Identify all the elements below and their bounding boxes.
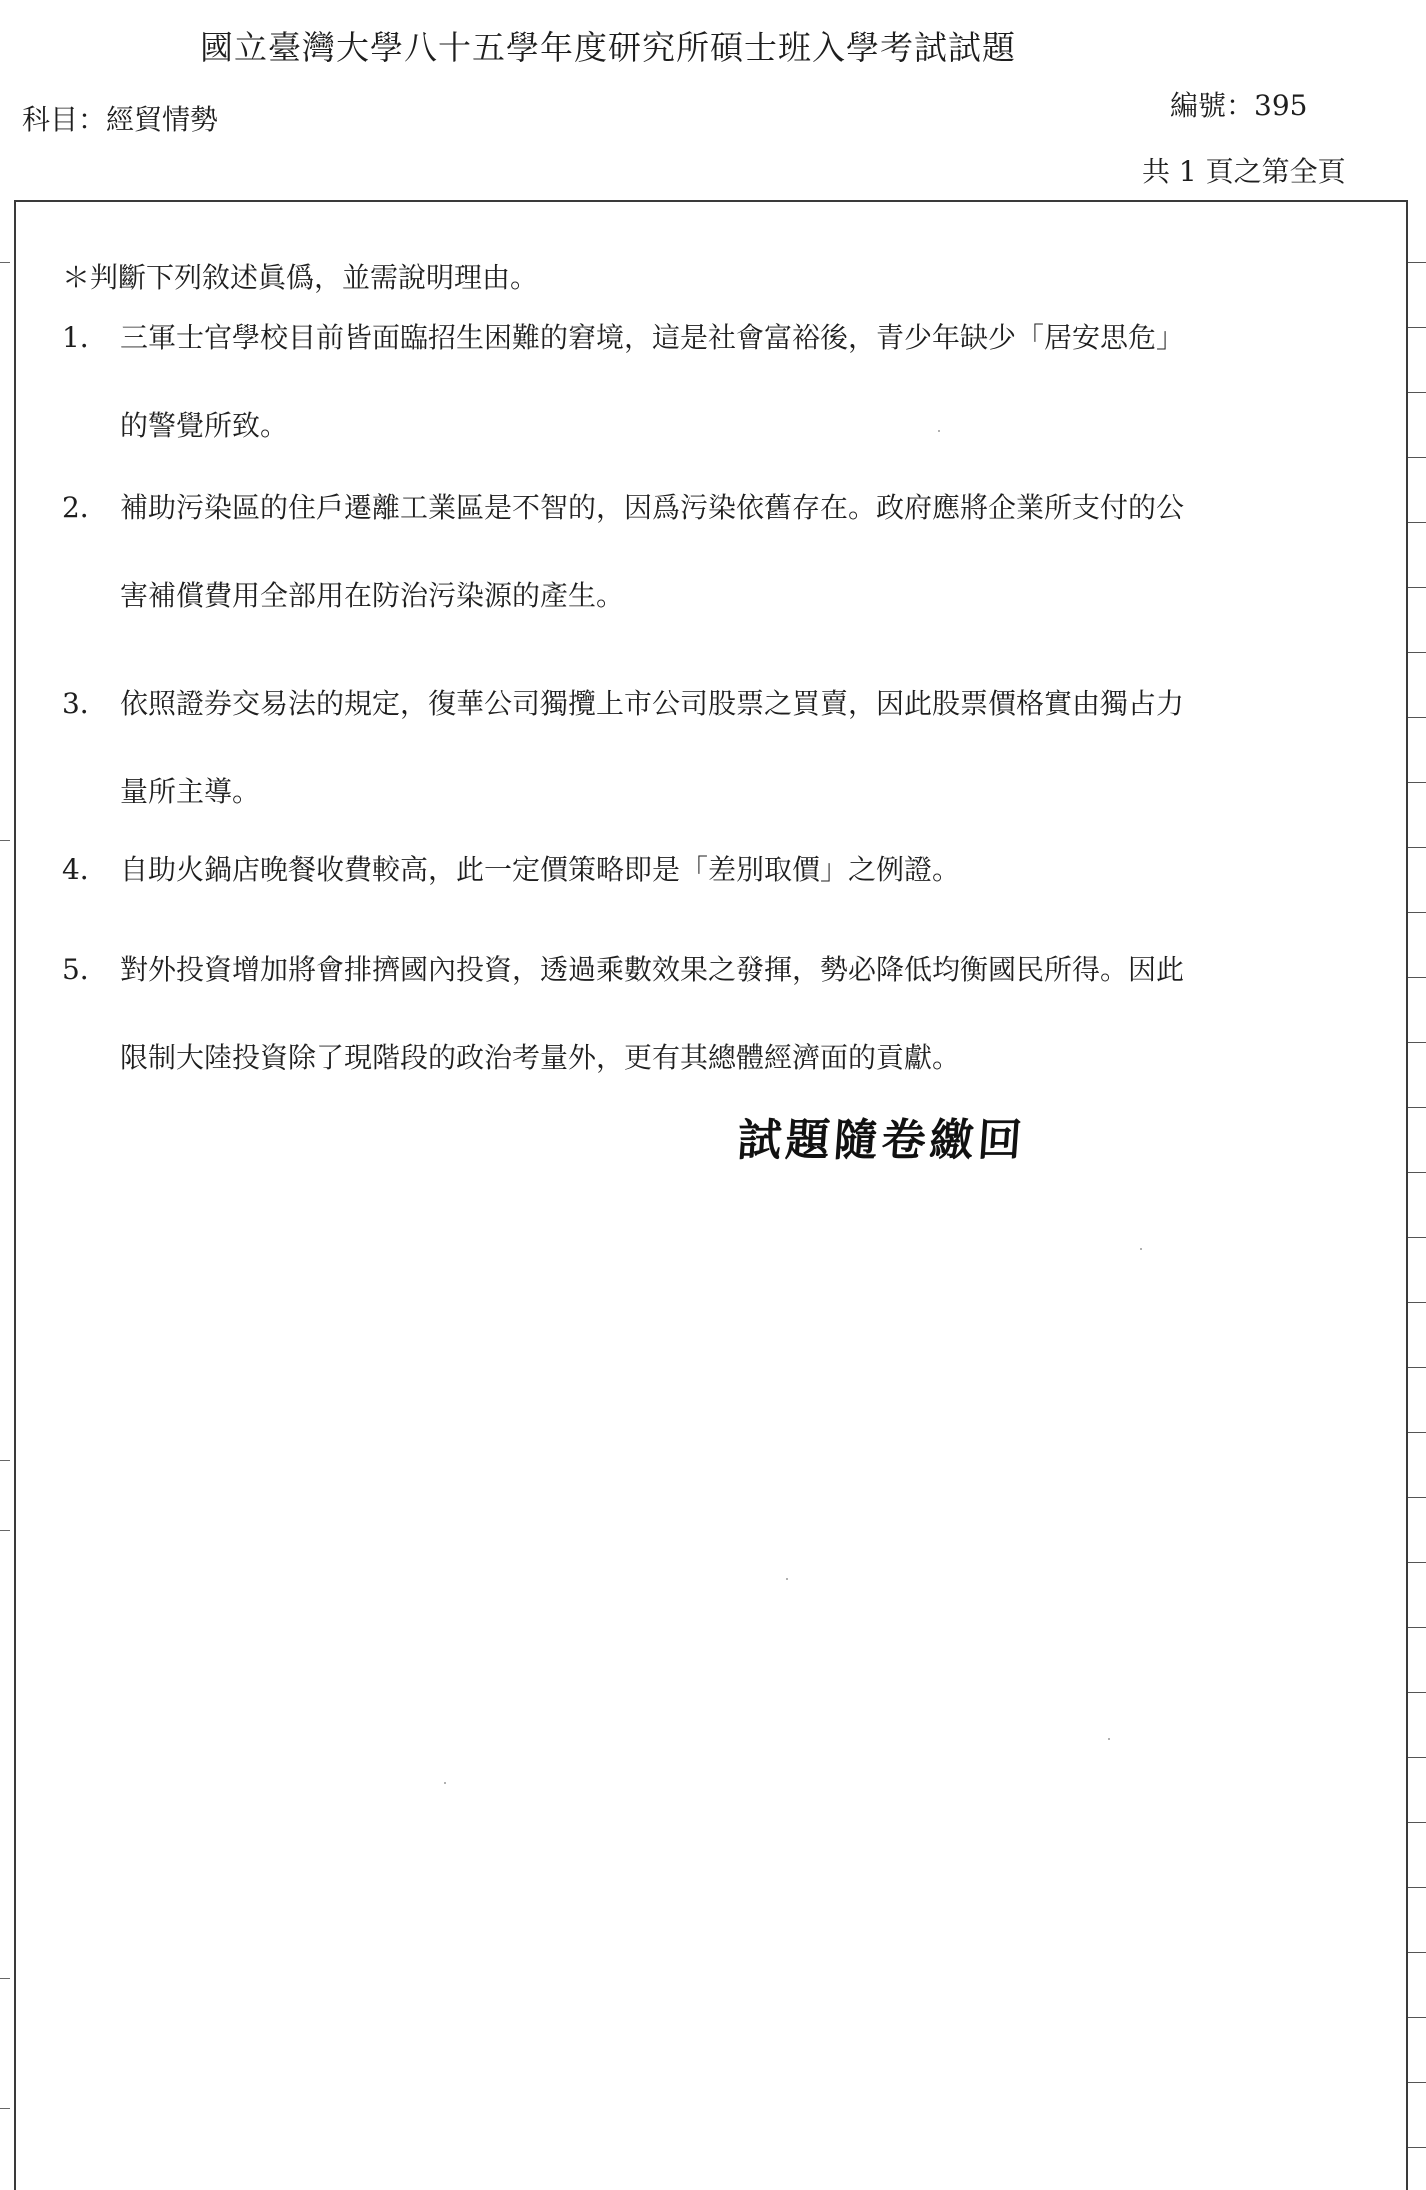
question-text-continued: 害補償費用全部用在防治污染源的產生。	[120, 579, 625, 612]
scan-speck	[938, 430, 940, 432]
question-text: 自助火鍋店晚餐收費較高，此一定價策略即是「差別取價」之例證。	[120, 853, 961, 886]
binding-mark	[1408, 847, 1426, 848]
question-number: 4．	[62, 853, 108, 886]
binding-mark	[1408, 1822, 1426, 1823]
binding-mark	[1408, 977, 1426, 978]
binding-mark	[1408, 2017, 1426, 2018]
exam-code: 編號：395	[1170, 89, 1308, 122]
binding-mark	[0, 1460, 10, 1461]
binding-mark	[1408, 2147, 1426, 2148]
question-item	[62, 488, 1362, 616]
question-item	[62, 684, 1362, 812]
scan-speck	[1108, 1738, 1110, 1740]
question-text: 對外投資增加將會排擠國內投資，透過乘數效果之發揮，勢必降低均衡國民所得。因此	[120, 953, 1185, 986]
question-number: 2．	[62, 491, 108, 524]
binding-mark	[1408, 1237, 1426, 1238]
binding-mark	[1408, 1107, 1426, 1108]
binding-mark	[1408, 1887, 1426, 1888]
binding-mark	[1408, 782, 1426, 783]
binding-mark	[0, 840, 10, 841]
binding-mark	[1408, 1172, 1426, 1173]
binding-mark	[0, 262, 10, 263]
right-binding-marks	[1408, 0, 1426, 2171]
binding-mark	[0, 2108, 10, 2109]
scan-speck	[444, 1782, 446, 1784]
binding-mark	[1408, 1042, 1426, 1043]
question-text: 三軍士官學校目前皆面臨招生困難的窘境，這是社會富裕後，青少年缺少「居安思危」	[120, 321, 1185, 354]
binding-mark	[1408, 1302, 1426, 1303]
binding-mark	[1408, 522, 1426, 523]
question-text: 依照證券交易法的規定，復華公司獨攬上市公司股票之買賣，因此股票價格實由獨占力	[120, 687, 1185, 720]
question-item	[62, 318, 1362, 446]
binding-mark	[1408, 327, 1426, 328]
left-binding-marks	[0, 0, 10, 2171]
binding-mark	[1408, 457, 1426, 458]
return-with-paper-stamp: 試題隨卷繳回	[735, 1115, 1028, 1166]
binding-mark	[1408, 392, 1426, 393]
binding-mark	[1408, 1692, 1426, 1693]
instruction-text: ＊判斷下列敘述眞僞，並需說明理由。	[62, 261, 539, 294]
scan-speck	[1140, 1248, 1142, 1250]
question-text-continued: 限制大陸投資除了現階段的政治考量外，更有其總體經濟面的貢獻。	[120, 1041, 961, 1074]
question-text-continued: 的警覺所致。	[120, 409, 289, 442]
binding-mark	[0, 1530, 10, 1531]
binding-mark	[1408, 1367, 1426, 1368]
binding-mark	[1408, 1432, 1426, 1433]
question-item	[62, 950, 1362, 1078]
page-count: 共 1 頁之第全頁	[1142, 155, 1346, 188]
subject-label: 科目：經貿情勢	[22, 103, 219, 136]
question-number: 5．	[62, 953, 108, 986]
scan-speck	[786, 1578, 788, 1580]
question-number: 1．	[62, 321, 108, 354]
binding-mark	[1408, 2082, 1426, 2083]
question-item	[62, 850, 1362, 890]
binding-mark	[1408, 1952, 1426, 1953]
binding-mark	[0, 1978, 10, 1979]
binding-mark	[1408, 652, 1426, 653]
binding-mark	[1408, 1757, 1426, 1758]
binding-mark	[1408, 1497, 1426, 1498]
binding-mark	[1408, 1562, 1426, 1563]
page-title: 國立臺灣大學八十五學年度研究所碩士班入學考試試題	[200, 28, 1016, 67]
question-number: 3．	[62, 687, 108, 720]
binding-mark	[1408, 587, 1426, 588]
binding-mark	[1408, 1627, 1426, 1628]
question-text-continued: 量所主導。	[120, 775, 261, 808]
question-text: 補助污染區的住戶遷離工業區是不智的，因爲污染依舊存在。政府應將企業所支付的公	[120, 491, 1185, 524]
binding-mark	[1408, 912, 1426, 913]
binding-mark	[1408, 717, 1426, 718]
binding-mark	[1408, 262, 1426, 263]
